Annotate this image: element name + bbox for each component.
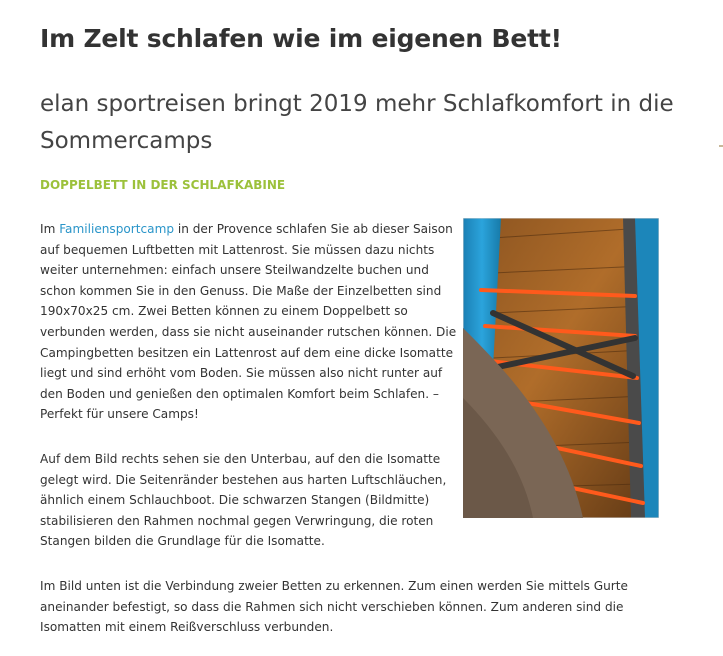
paragraph-intro xyxy=(40,219,458,425)
page-subtitle: elan sportreisen bringt 2019 mehr Schlafkomfort in die Sommercamps xyxy=(40,91,674,154)
paragraph-bed-connection: Im Bild unten ist die Verbindung zweier Betten zu erkennen. Zum einen werden Sie mittels Gurte aneinander befestigt, so dass die Rahmen sich nicht verschieben können. Zum anderen sind die Isomatten mit einem Reißverschluss verbunden. xyxy=(40,579,628,635)
bed-frame-photo xyxy=(463,218,659,518)
section-heading: DOPPELBETT IN DER SCHLAFKABINE xyxy=(40,178,286,192)
edge-marker xyxy=(719,145,723,147)
paragraph-intro-text: in der Provence schlafen Sie ab dieser Saison auf bequemen Luftbetten mit Lattenrost. Sie müssen dazu nichts weiter unternehmen: einfach unsere Steilwandzelte buchen und schon kommen Sie in den Genuss. Die Maße der Einzelbetten sind 190x70x25 cm. Zwei Betten können zu einem Doppelbett so verbunden werden, dass sie nicht auseinander rutschen können. Die Campingbetten besitzen ein Lattenrost auf dem eine dicke Isomatte liegt und sind erhöht vom Boden. Sie müssen also nicht runter auf den Boden und genießen den optimalen Komfort beim Schlafen. – Perfekt für unsere Camps! xyxy=(40,222,457,422)
paragraph-intro-prefix: Im xyxy=(40,222,60,236)
familiensportcamp-link[interactable]: Familiensportcamp xyxy=(59,222,175,236)
paragraph-photo-description: Auf dem Bild rechts sehen sie den Unterbau, auf den die Isomatte gelegt wird. Die Seitenränder bestehen aus harten Luftschläuchen, ähnlich einem Schlauchboot. Die schwarzen Stangen (Bildmitte) stabilisieren den Rahmen nochmal gegen Verwringung, die roten Stangen bilden die Grundlage für die Isomatte. xyxy=(40,452,447,549)
page-title: Im Zelt schlafen wie im eigenen Bett! xyxy=(40,24,562,53)
